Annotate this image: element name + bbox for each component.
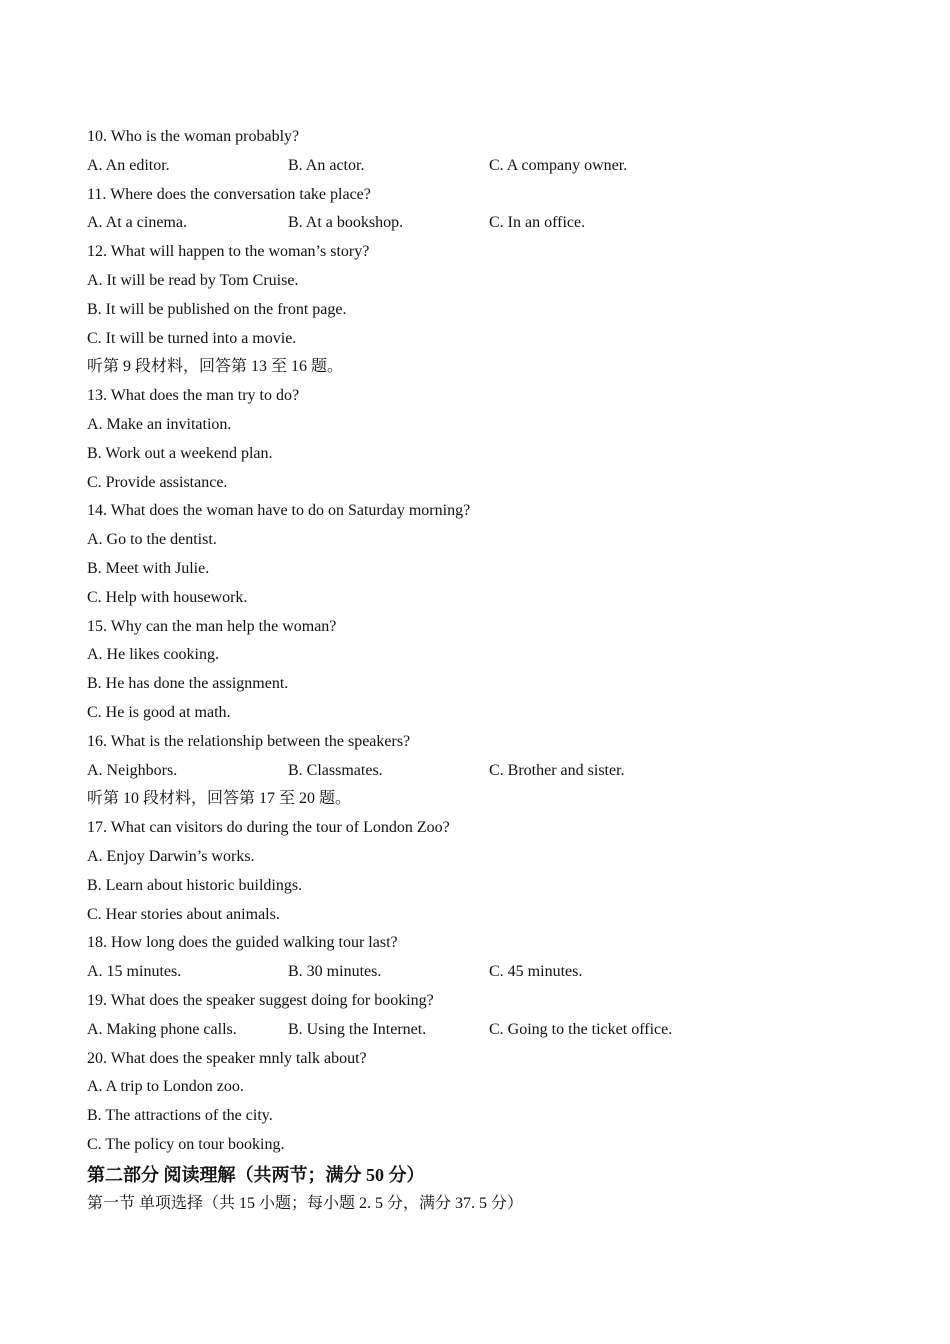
option-text: C. Brother and sister. bbox=[489, 761, 625, 779]
text-line: 14. What does the woman have to do on Saturday morning? bbox=[87, 502, 471, 520]
text-line: C. Hear stories about animals. bbox=[87, 905, 280, 923]
text-line: C. Help with housework. bbox=[87, 588, 248, 606]
option-text: C. 45 minutes. bbox=[489, 963, 583, 981]
option-text: B. At a bookshop. bbox=[288, 214, 404, 232]
text-line: C. It will be turned into a movie. bbox=[87, 329, 297, 347]
text-line: 18. How long does the guided walking tour last? bbox=[87, 934, 398, 952]
option-text: A. Making phone calls. bbox=[87, 1020, 237, 1038]
text-line: B. He has done the assignment. bbox=[87, 675, 289, 693]
option-text: B. An actor. bbox=[288, 156, 365, 174]
text-line: A. A trip to London zoo. bbox=[87, 1078, 244, 1096]
options-row bbox=[87, 958, 887, 987]
text-line: 听第 9 段材料，回答第 13 至 16 题。 bbox=[87, 358, 344, 376]
option-text: B. Classmates. bbox=[288, 761, 383, 779]
text-line: 17. What can visitors do during the tour of London Zoo? bbox=[87, 819, 450, 837]
section-heading: 第二部分 阅读理解（共两节；满分 50 分） bbox=[87, 1164, 425, 1185]
text-line: A. He likes cooking. bbox=[87, 646, 219, 664]
text-line: B. Work out a weekend plan. bbox=[87, 444, 273, 462]
section-subheading: 第一节 单项选择（共 15 小题；每小题 2. 5 分，满分 37. 5 分） bbox=[87, 1194, 524, 1212]
text-line: A. Make an invitation. bbox=[87, 415, 232, 433]
text-line: 16. What is the relationship between the speakers? bbox=[87, 732, 411, 750]
option-text: C. In an office. bbox=[489, 214, 586, 232]
text-line: 19. What does the speaker suggest doing for booking? bbox=[87, 991, 434, 1009]
text-line: B. Meet with Julie. bbox=[87, 559, 210, 577]
text-line: 11. Where does the conversation take place? bbox=[87, 185, 371, 203]
option-text: B. Using the Internet. bbox=[288, 1020, 427, 1038]
options-row bbox=[87, 757, 887, 786]
text-line: B. Learn about historic buildings. bbox=[87, 876, 303, 894]
text-line: C. The policy on tour booking. bbox=[87, 1135, 285, 1153]
option-text: A. At a cinema. bbox=[87, 214, 187, 232]
text-line: C. Provide assistance. bbox=[87, 473, 228, 491]
option-text: A. 15 minutes. bbox=[87, 963, 182, 981]
text-line: 13. What does the man try to do? bbox=[87, 387, 300, 405]
option-text: C. A company owner. bbox=[489, 156, 628, 174]
text-line: 10. Who is the woman probably? bbox=[87, 128, 300, 145]
text-line: A. It will be read by Tom Cruise. bbox=[87, 271, 299, 289]
text-line: C. He is good at math. bbox=[87, 703, 231, 721]
text-line: 听第 10 段材料，回答第 17 至 20 题。 bbox=[87, 790, 352, 808]
text-line: 15. Why can the man help the woman? bbox=[87, 617, 337, 635]
options-row bbox=[87, 152, 887, 181]
options-row bbox=[87, 209, 887, 238]
option-text: A. Neighbors. bbox=[87, 761, 178, 779]
text-line: A. Go to the dentist. bbox=[87, 531, 217, 549]
text-line: B. The attractions of the city. bbox=[87, 1107, 273, 1125]
text-line: B. It will be published on the front page. bbox=[87, 300, 347, 318]
option-text: B. 30 minutes. bbox=[288, 963, 382, 981]
option-text: C. Going to the ticket office. bbox=[489, 1020, 673, 1038]
document-page bbox=[87, 123, 887, 1218]
option-text: A. An editor. bbox=[87, 156, 170, 174]
options-row bbox=[87, 1016, 887, 1045]
text-line: 12. What will happen to the woman’s story? bbox=[87, 243, 370, 261]
text-line: 20. What does the speaker mnly talk about? bbox=[87, 1049, 367, 1067]
text-line: A. Enjoy Darwin’s works. bbox=[87, 847, 255, 865]
